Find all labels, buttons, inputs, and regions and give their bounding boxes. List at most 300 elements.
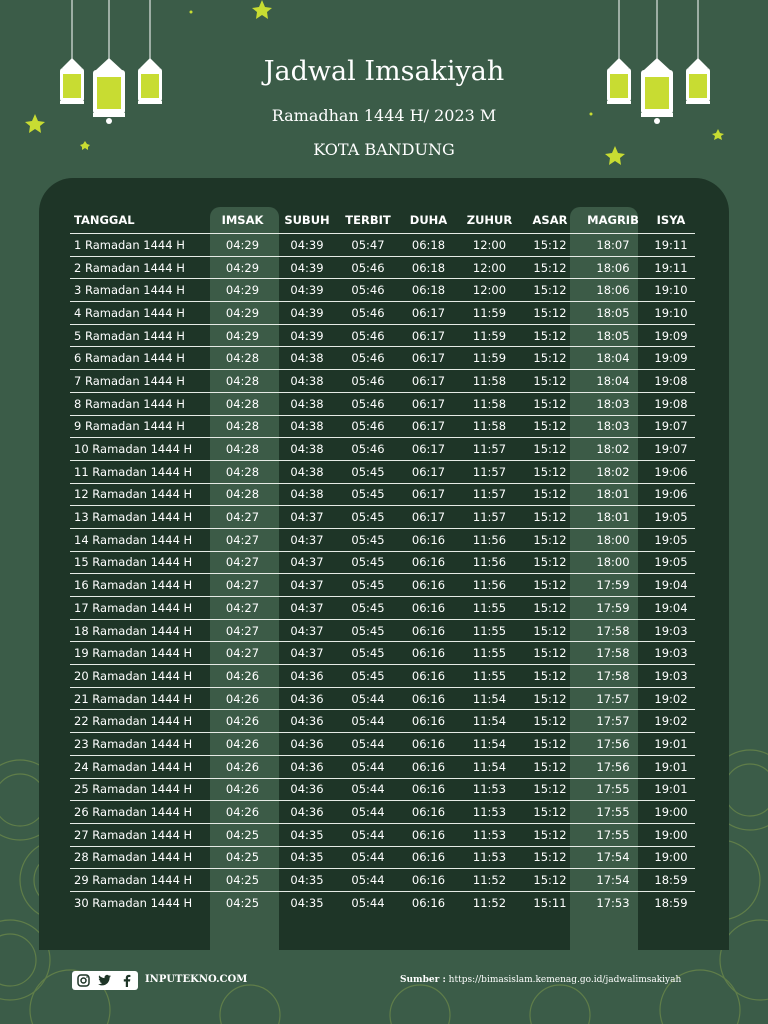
cell-zuhur: 11:55 xyxy=(458,619,521,642)
cell-isya: 19:09 xyxy=(647,347,695,370)
cell-terbit: 05:46 xyxy=(337,279,399,302)
table-row xyxy=(70,302,695,325)
cell-terbit: 05:45 xyxy=(337,460,399,483)
table-row xyxy=(70,710,695,733)
cell-terbit: 05:46 xyxy=(337,392,399,415)
cell-zuhur: 11:55 xyxy=(458,642,521,665)
table-row xyxy=(70,574,695,597)
cell-subuh: 04:38 xyxy=(277,347,337,370)
cell-magrib: 17:58 xyxy=(579,642,647,665)
cell-subuh: 04:39 xyxy=(277,234,337,257)
cell-terbit: 05:45 xyxy=(337,619,399,642)
cell-isya: 19:04 xyxy=(647,574,695,597)
cell-zuhur: 11:59 xyxy=(458,324,521,347)
cell-tanggal: 24 Ramadan 1444 H xyxy=(70,755,208,778)
cell-terbit: 05:45 xyxy=(337,551,399,574)
table-row xyxy=(70,438,695,461)
cell-terbit: 05:44 xyxy=(337,733,399,756)
cell-tanggal: 17 Ramadan 1444 H xyxy=(70,597,208,620)
cell-subuh: 04:38 xyxy=(277,370,337,393)
cell-tanggal: 29 Ramadan 1444 H xyxy=(70,869,208,892)
cell-terbit: 05:45 xyxy=(337,574,399,597)
cell-imsak: 04:25 xyxy=(208,823,277,846)
cell-asar: 15:12 xyxy=(521,234,579,257)
cell-zuhur: 11:56 xyxy=(458,574,521,597)
table-row xyxy=(70,324,695,347)
schedule-table xyxy=(70,207,695,914)
cell-asar: 15:12 xyxy=(521,642,579,665)
cell-magrib: 17:59 xyxy=(579,574,647,597)
cell-isya: 19:01 xyxy=(647,755,695,778)
cell-terbit: 05:44 xyxy=(337,801,399,824)
cell-subuh: 04:36 xyxy=(277,755,337,778)
cell-duha: 06:18 xyxy=(399,279,458,302)
cell-terbit: 05:45 xyxy=(337,528,399,551)
cell-asar: 15:12 xyxy=(521,778,579,801)
cell-zuhur: 11:55 xyxy=(458,597,521,620)
cell-tanggal: 12 Ramadan 1444 H xyxy=(70,483,208,506)
col-header-magrib: MAGRIB xyxy=(587,213,639,227)
cell-tanggal: 16 Ramadan 1444 H xyxy=(70,574,208,597)
cell-tanggal: 2 Ramadan 1444 H xyxy=(70,256,208,279)
cell-duha: 06:16 xyxy=(399,597,458,620)
cell-zuhur: 11:53 xyxy=(458,846,521,869)
cell-tanggal: 9 Ramadan 1444 H xyxy=(70,415,208,438)
cell-magrib: 18:03 xyxy=(579,415,647,438)
col-header-terbit: TERBIT xyxy=(345,213,391,227)
cell-duha: 06:16 xyxy=(399,551,458,574)
cell-terbit: 05:44 xyxy=(337,823,399,846)
cell-subuh: 04:36 xyxy=(277,733,337,756)
cell-isya: 19:02 xyxy=(647,687,695,710)
table-row xyxy=(70,597,695,620)
cell-zuhur: 11:58 xyxy=(458,370,521,393)
cell-isya: 19:08 xyxy=(647,392,695,415)
cell-magrib: 18:04 xyxy=(579,370,647,393)
cell-imsak: 04:27 xyxy=(208,506,277,529)
source-label: Sumber : xyxy=(400,975,446,985)
cell-subuh: 04:36 xyxy=(277,665,337,688)
instagram-icon[interactable] xyxy=(75,974,91,988)
cell-isya: 19:07 xyxy=(647,438,695,461)
cell-magrib: 18:01 xyxy=(579,506,647,529)
cell-zuhur: 11:59 xyxy=(458,302,521,325)
cell-isya: 19:04 xyxy=(647,597,695,620)
cell-isya: 19:11 xyxy=(647,234,695,257)
page-title: Jadwal Imsakiyah xyxy=(263,56,505,87)
cell-tanggal: 22 Ramadan 1444 H xyxy=(70,710,208,733)
cell-subuh: 04:36 xyxy=(277,801,337,824)
cell-asar: 15:12 xyxy=(521,619,579,642)
cell-zuhur: 11:54 xyxy=(458,755,521,778)
cell-asar: 15:12 xyxy=(521,574,579,597)
cell-imsak: 04:29 xyxy=(208,324,277,347)
cell-zuhur: 12:00 xyxy=(458,234,521,257)
cell-magrib: 18:05 xyxy=(579,302,647,325)
cell-isya: 18:59 xyxy=(647,869,695,892)
cell-magrib: 18:01 xyxy=(579,483,647,506)
cell-isya: 19:00 xyxy=(647,823,695,846)
cell-imsak: 04:29 xyxy=(208,234,277,257)
cell-asar: 15:12 xyxy=(521,528,579,551)
cell-zuhur: 11:59 xyxy=(458,347,521,370)
cell-duha: 06:16 xyxy=(399,574,458,597)
cell-magrib: 18:05 xyxy=(579,324,647,347)
cell-terbit: 05:46 xyxy=(337,347,399,370)
cell-imsak: 04:27 xyxy=(208,597,277,620)
cell-imsak: 04:26 xyxy=(208,778,277,801)
cell-imsak: 04:26 xyxy=(208,755,277,778)
table-row xyxy=(70,733,695,756)
cell-duha: 06:16 xyxy=(399,687,458,710)
cell-subuh: 04:37 xyxy=(277,619,337,642)
col-header-isya: ISYA xyxy=(656,213,686,227)
cell-imsak: 04:27 xyxy=(208,574,277,597)
cell-imsak: 04:28 xyxy=(208,483,277,506)
cell-subuh: 04:39 xyxy=(277,324,337,347)
table-row xyxy=(70,665,695,688)
table-row xyxy=(70,755,695,778)
cell-imsak: 04:26 xyxy=(208,801,277,824)
cell-zuhur: 11:57 xyxy=(458,483,521,506)
cell-magrib: 17:57 xyxy=(579,710,647,733)
cell-isya: 19:02 xyxy=(647,710,695,733)
cell-asar: 15:12 xyxy=(521,279,579,302)
cell-tanggal: 26 Ramadan 1444 H xyxy=(70,801,208,824)
cell-zuhur: 11:53 xyxy=(458,801,521,824)
cell-isya: 19:00 xyxy=(647,801,695,824)
cell-zuhur: 11:57 xyxy=(458,460,521,483)
cell-duha: 06:17 xyxy=(399,347,458,370)
cell-isya: 19:07 xyxy=(647,415,695,438)
table-row xyxy=(70,801,695,824)
cell-asar: 15:12 xyxy=(521,483,579,506)
cell-tanggal: 11 Ramadan 1444 H xyxy=(70,460,208,483)
cell-duha: 06:17 xyxy=(399,506,458,529)
cell-magrib: 18:00 xyxy=(579,528,647,551)
cell-terbit: 05:45 xyxy=(337,506,399,529)
cell-tanggal: 18 Ramadan 1444 H xyxy=(70,619,208,642)
cell-imsak: 04:28 xyxy=(208,347,277,370)
cell-terbit: 05:46 xyxy=(337,302,399,325)
cell-terbit: 05:45 xyxy=(337,642,399,665)
col-header-zuhur: ZUHUR xyxy=(466,213,513,227)
cell-magrib: 17:56 xyxy=(579,755,647,778)
cell-subuh: 04:35 xyxy=(277,846,337,869)
page-subtitle: Ramadhan 1444 H/ 2023 M xyxy=(271,106,497,125)
cell-duha: 06:17 xyxy=(399,483,458,506)
cell-imsak: 04:28 xyxy=(208,370,277,393)
table-row xyxy=(70,891,695,913)
cell-tanggal: 21 Ramadan 1444 H xyxy=(70,687,208,710)
cell-duha: 06:17 xyxy=(399,460,458,483)
cell-asar: 15:12 xyxy=(521,347,579,370)
cell-tanggal: 8 Ramadan 1444 H xyxy=(70,392,208,415)
cell-subuh: 04:37 xyxy=(277,506,337,529)
table-row xyxy=(70,370,695,393)
cell-tanggal: 3 Ramadan 1444 H xyxy=(70,279,208,302)
table-row xyxy=(70,823,695,846)
cell-subuh: 04:37 xyxy=(277,597,337,620)
cell-terbit: 05:44 xyxy=(337,710,399,733)
cell-magrib: 17:57 xyxy=(579,687,647,710)
table-row xyxy=(70,483,695,506)
cell-tanggal: 10 Ramadan 1444 H xyxy=(70,438,208,461)
cell-isya: 19:03 xyxy=(647,665,695,688)
cell-tanggal: 15 Ramadan 1444 H xyxy=(70,551,208,574)
cell-terbit: 05:45 xyxy=(337,665,399,688)
cell-magrib: 17:54 xyxy=(579,846,647,869)
cell-imsak: 04:29 xyxy=(208,279,277,302)
cell-terbit: 05:44 xyxy=(337,891,399,913)
city-name: KOTA BANDUNG xyxy=(313,140,455,159)
cell-zuhur: 11:53 xyxy=(458,823,521,846)
cell-isya: 19:01 xyxy=(647,778,695,801)
cell-terbit: 05:44 xyxy=(337,869,399,892)
cell-terbit: 05:44 xyxy=(337,687,399,710)
cell-duha: 06:17 xyxy=(399,324,458,347)
cell-imsak: 04:28 xyxy=(208,460,277,483)
cell-isya: 19:10 xyxy=(647,302,695,325)
table-row xyxy=(70,846,695,869)
table-row xyxy=(70,347,695,370)
cell-subuh: 04:36 xyxy=(277,778,337,801)
cell-terbit: 05:46 xyxy=(337,415,399,438)
cell-asar: 15:11 xyxy=(521,891,579,913)
cell-imsak: 04:29 xyxy=(208,302,277,325)
cell-subuh: 04:39 xyxy=(277,256,337,279)
cell-duha: 06:16 xyxy=(399,846,458,869)
source-url[interactable]: https://bimasislam.kemenag.go.id/jadwalimsakiyah xyxy=(448,975,682,985)
cell-duha: 06:17 xyxy=(399,392,458,415)
cell-imsak: 04:26 xyxy=(208,733,277,756)
brand-name: INPUTEKNO.COM xyxy=(145,974,248,985)
cell-duha: 06:16 xyxy=(399,733,458,756)
cell-asar: 15:12 xyxy=(521,256,579,279)
cell-duha: 06:18 xyxy=(399,234,458,257)
cell-tanggal: 7 Ramadan 1444 H xyxy=(70,370,208,393)
cell-asar: 15:12 xyxy=(521,823,579,846)
cell-subuh: 04:38 xyxy=(277,415,337,438)
table-row xyxy=(70,279,695,302)
cell-isya: 19:05 xyxy=(647,506,695,529)
cell-tanggal: 20 Ramadan 1444 H xyxy=(70,665,208,688)
cell-magrib: 17:55 xyxy=(579,823,647,846)
cell-subuh: 04:35 xyxy=(277,823,337,846)
cell-imsak: 04:25 xyxy=(208,869,277,892)
cell-zuhur: 11:57 xyxy=(458,438,521,461)
table-row xyxy=(70,619,695,642)
cell-isya: 19:10 xyxy=(647,279,695,302)
cell-isya: 19:05 xyxy=(647,551,695,574)
cell-asar: 15:12 xyxy=(521,506,579,529)
cell-imsak: 04:27 xyxy=(208,551,277,574)
cell-subuh: 04:38 xyxy=(277,483,337,506)
cell-asar: 15:12 xyxy=(521,460,579,483)
cell-tanggal: 1 Ramadan 1444 H xyxy=(70,234,208,257)
cell-magrib: 18:07 xyxy=(579,234,647,257)
cell-imsak: 04:25 xyxy=(208,891,277,913)
cell-magrib: 17:59 xyxy=(579,597,647,620)
cell-imsak: 04:29 xyxy=(208,256,277,279)
col-header-subuh: SUBUH xyxy=(284,213,330,227)
cell-subuh: 04:39 xyxy=(277,302,337,325)
cell-asar: 15:12 xyxy=(521,869,579,892)
cell-tanggal: 4 Ramadan 1444 H xyxy=(70,302,208,325)
cell-zuhur: 12:00 xyxy=(458,279,521,302)
cell-asar: 15:12 xyxy=(521,370,579,393)
cell-magrib: 18:02 xyxy=(579,438,647,461)
col-header-imsak: IMSAK xyxy=(221,213,264,227)
cell-duha: 06:17 xyxy=(399,370,458,393)
cell-subuh: 04:35 xyxy=(277,869,337,892)
cell-tanggal: 13 Ramadan 1444 H xyxy=(70,506,208,529)
cell-magrib: 18:06 xyxy=(579,256,647,279)
col-header-duha: DUHA xyxy=(409,213,448,227)
table-header-row xyxy=(70,207,695,234)
cell-asar: 15:12 xyxy=(521,733,579,756)
cell-zuhur: 11:56 xyxy=(458,528,521,551)
cell-duha: 06:16 xyxy=(399,665,458,688)
cell-terbit: 05:45 xyxy=(337,483,399,506)
cell-asar: 15:12 xyxy=(521,324,579,347)
cell-duha: 06:17 xyxy=(399,415,458,438)
cell-magrib: 17:53 xyxy=(579,891,647,913)
cell-zuhur: 11:57 xyxy=(458,506,521,529)
cell-imsak: 04:26 xyxy=(208,710,277,733)
cell-zuhur: 11:54 xyxy=(458,733,521,756)
cell-magrib: 17:58 xyxy=(579,619,647,642)
table-row xyxy=(70,778,695,801)
cell-subuh: 04:37 xyxy=(277,574,337,597)
twitter-icon[interactable] xyxy=(97,974,113,988)
table-row xyxy=(70,551,695,574)
table-row xyxy=(70,687,695,710)
cell-imsak: 04:28 xyxy=(208,415,277,438)
cell-magrib: 17:54 xyxy=(579,869,647,892)
cell-subuh: 04:38 xyxy=(277,392,337,415)
cell-subuh: 04:36 xyxy=(277,710,337,733)
table-row xyxy=(70,528,695,551)
cell-asar: 15:12 xyxy=(521,597,579,620)
cell-tanggal: 19 Ramadan 1444 H xyxy=(70,642,208,665)
cell-terbit: 05:46 xyxy=(337,324,399,347)
cell-duha: 06:16 xyxy=(399,801,458,824)
cell-subuh: 04:36 xyxy=(277,687,337,710)
cell-isya: 19:03 xyxy=(647,619,695,642)
cell-isya: 19:05 xyxy=(647,528,695,551)
cell-asar: 15:12 xyxy=(521,415,579,438)
cell-zuhur: 11:58 xyxy=(458,392,521,415)
cell-imsak: 04:25 xyxy=(208,846,277,869)
cell-magrib: 18:02 xyxy=(579,460,647,483)
cell-asar: 15:12 xyxy=(521,665,579,688)
cell-duha: 06:16 xyxy=(399,823,458,846)
cell-zuhur: 11:56 xyxy=(458,551,521,574)
cell-duha: 06:16 xyxy=(399,619,458,642)
cell-zuhur: 11:52 xyxy=(458,891,521,913)
cell-asar: 15:12 xyxy=(521,801,579,824)
cell-imsak: 04:27 xyxy=(208,642,277,665)
cell-asar: 15:12 xyxy=(521,392,579,415)
facebook-icon[interactable] xyxy=(119,974,135,988)
cell-imsak: 04:28 xyxy=(208,392,277,415)
table-row xyxy=(70,460,695,483)
cell-isya: 19:08 xyxy=(647,370,695,393)
cell-terbit: 05:44 xyxy=(337,846,399,869)
cell-duha: 06:16 xyxy=(399,891,458,913)
cell-duha: 06:16 xyxy=(399,710,458,733)
cell-zuhur: 12:00 xyxy=(458,256,521,279)
table-row xyxy=(70,392,695,415)
cell-isya: 19:03 xyxy=(647,642,695,665)
cell-subuh: 04:39 xyxy=(277,279,337,302)
cell-terbit: 05:46 xyxy=(337,370,399,393)
cell-duha: 06:16 xyxy=(399,642,458,665)
cell-subuh: 04:37 xyxy=(277,528,337,551)
cell-subuh: 04:38 xyxy=(277,460,337,483)
cell-imsak: 04:27 xyxy=(208,619,277,642)
cell-zuhur: 11:52 xyxy=(458,869,521,892)
cell-tanggal: 25 Ramadan 1444 H xyxy=(70,778,208,801)
cell-zuhur: 11:54 xyxy=(458,687,521,710)
cell-terbit: 05:47 xyxy=(337,234,399,257)
cell-subuh: 04:38 xyxy=(277,438,337,461)
cell-terbit: 05:46 xyxy=(337,256,399,279)
cell-magrib: 17:56 xyxy=(579,733,647,756)
cell-asar: 15:12 xyxy=(521,687,579,710)
col-header-tanggal: TANGGAL xyxy=(74,213,135,227)
cell-tanggal: 6 Ramadan 1444 H xyxy=(70,347,208,370)
cell-asar: 15:12 xyxy=(521,710,579,733)
cell-asar: 15:12 xyxy=(521,755,579,778)
table-row xyxy=(70,256,695,279)
cell-zuhur: 11:54 xyxy=(458,710,521,733)
cell-subuh: 04:37 xyxy=(277,642,337,665)
cell-duha: 06:18 xyxy=(399,256,458,279)
cell-tanggal: 28 Ramadan 1444 H xyxy=(70,846,208,869)
cell-imsak: 04:27 xyxy=(208,528,277,551)
cell-asar: 15:12 xyxy=(521,846,579,869)
cell-duha: 06:17 xyxy=(399,302,458,325)
social-icons xyxy=(72,971,138,990)
cell-zuhur: 11:53 xyxy=(458,778,521,801)
cell-isya: 19:01 xyxy=(647,733,695,756)
cell-tanggal: 5 Ramadan 1444 H xyxy=(70,324,208,347)
cell-magrib: 17:55 xyxy=(579,778,647,801)
cell-isya: 19:00 xyxy=(647,846,695,869)
source-credit xyxy=(400,975,681,985)
cell-subuh: 04:35 xyxy=(277,891,337,913)
table-row xyxy=(70,869,695,892)
cell-asar: 15:12 xyxy=(521,438,579,461)
cell-magrib: 18:04 xyxy=(579,347,647,370)
cell-magrib: 17:55 xyxy=(579,801,647,824)
cell-isya: 19:06 xyxy=(647,483,695,506)
cell-duha: 06:16 xyxy=(399,755,458,778)
table-row xyxy=(70,415,695,438)
cell-asar: 15:12 xyxy=(521,302,579,325)
cell-isya: 19:09 xyxy=(647,324,695,347)
cell-tanggal: 14 Ramadan 1444 H xyxy=(70,528,208,551)
cell-magrib: 18:00 xyxy=(579,551,647,574)
cell-isya: 19:11 xyxy=(647,256,695,279)
cell-duha: 06:16 xyxy=(399,528,458,551)
cell-tanggal: 23 Ramadan 1444 H xyxy=(70,733,208,756)
cell-magrib: 18:03 xyxy=(579,392,647,415)
cell-terbit: 05:44 xyxy=(337,778,399,801)
cell-zuhur: 11:55 xyxy=(458,665,521,688)
